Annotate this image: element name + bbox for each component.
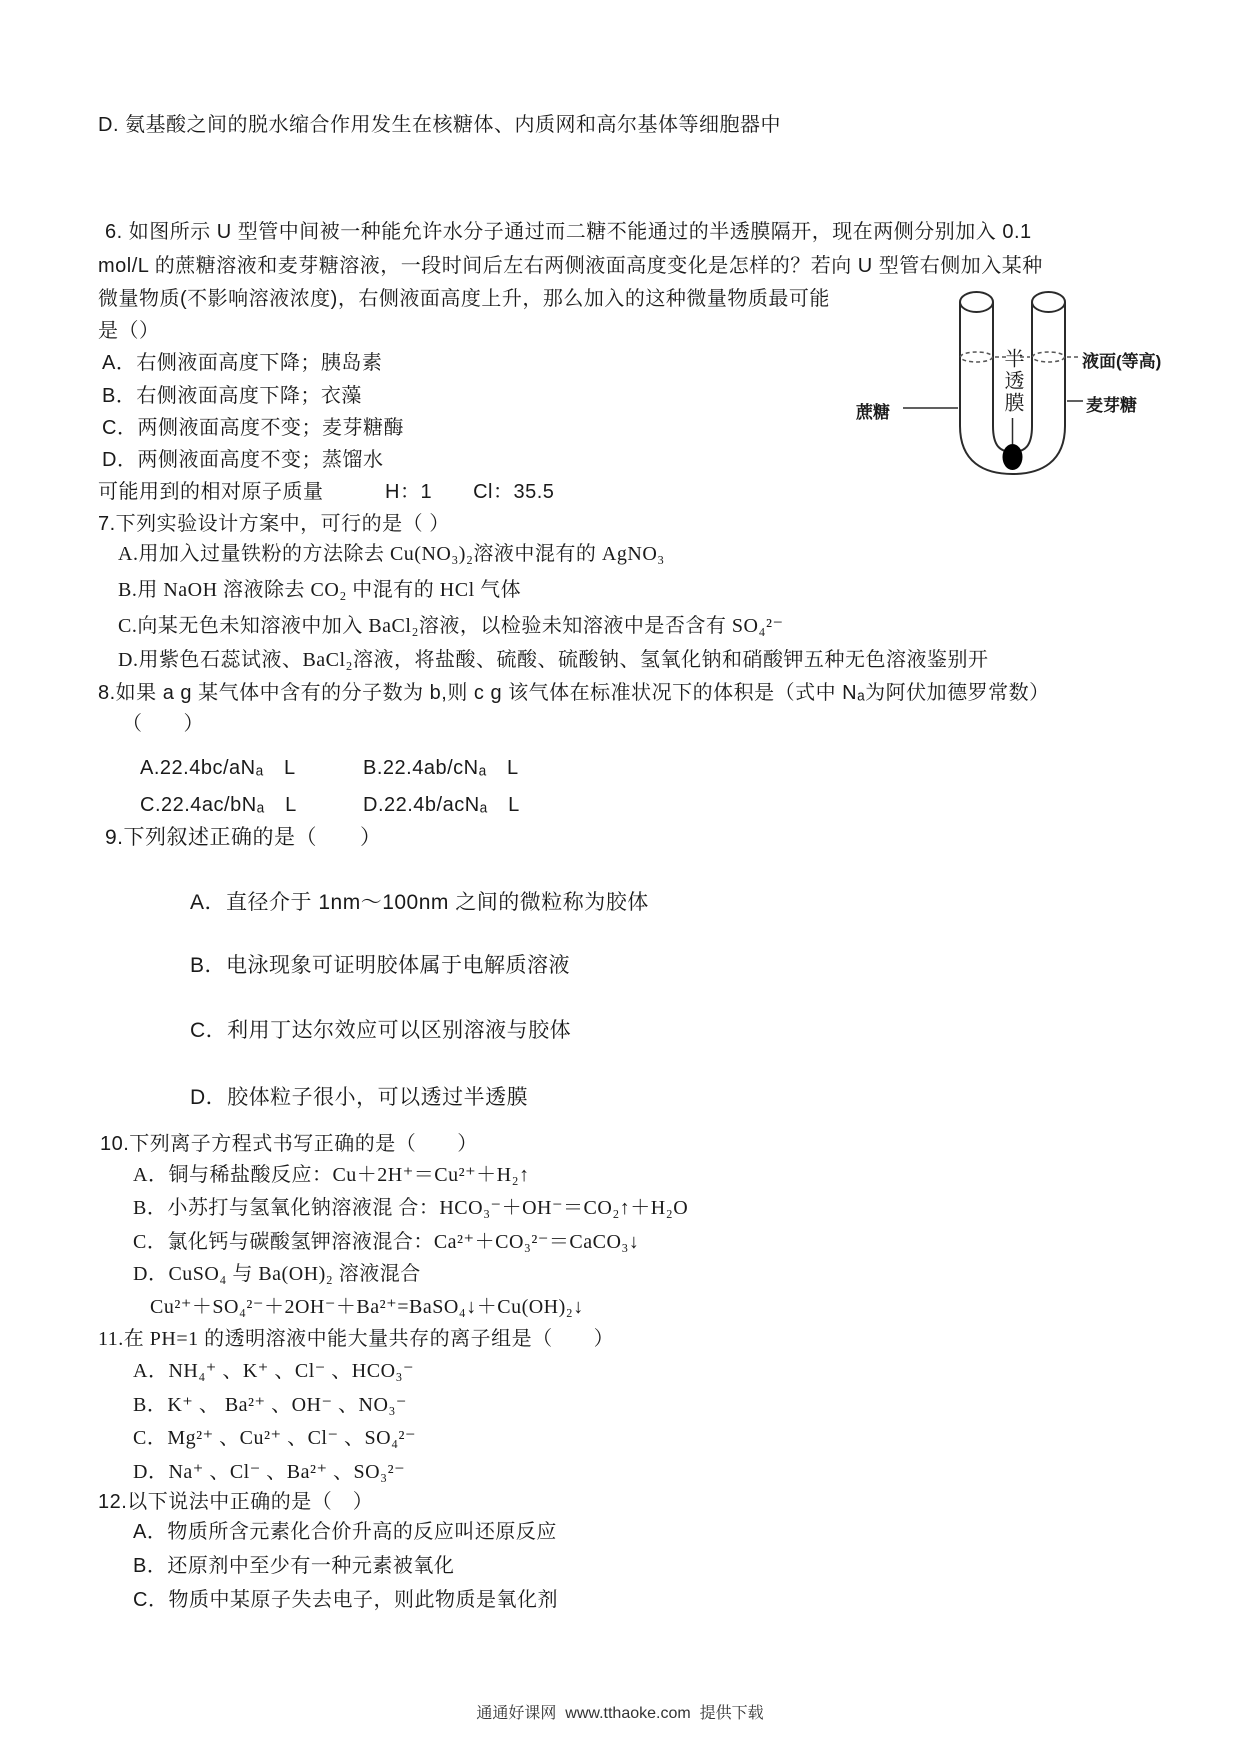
right-liquid-level: [1033, 352, 1065, 362]
question-10-option-d: D．CuSO₄ 与 Ba(OH)₂ 溶液混合: [133, 1263, 421, 1285]
question-7-option-b: B.用 NaOH 溶液除去 CO₂ 中混有的 HCl 气体: [118, 579, 522, 601]
question-10-option-c: C．氯化钙与碳酸氢钾溶液混合：Ca²⁺＋CO₃²⁻＝CaCO₃↓: [133, 1231, 640, 1253]
question-8-title-line-1: 8.如果 a g 某气体中含有的分子数为 b,则 c g 该气体在标准状况下的体积是（式中 Nₐ为阿伏加德罗常数）: [98, 682, 1050, 704]
question-11-title: 11.在 PH=1 的透明溶液中能大量共存的离子组是（ ）: [98, 1328, 615, 1350]
question-6-text-line-4: 是（）: [98, 320, 160, 342]
question-12-option-a: A．物质所含元素化合价升高的反应叫还原反应: [133, 1521, 557, 1543]
question-6-option-d: D．两侧液面高度不变；蒸馏水: [102, 449, 384, 471]
question-7-option-d: D.用紫色石蕊试液、BaCl₂溶液，将盐酸、硫酸、硫酸钠、氢氧化钠和硝酸钾五种无色溶液鉴别开: [118, 649, 989, 671]
question-11-option-c: C．Mg²⁺ 、Cu²⁺ 、Cl⁻ 、SO₄²⁻: [133, 1427, 417, 1449]
question-6-option-b: B．右侧液面高度下降；衣藻: [102, 385, 362, 407]
membrane-label: 半透膜: [1001, 348, 1023, 414]
question-9-option-b: B．电泳现象可证明胶体属于电解质溶液: [190, 954, 571, 977]
question-10-option-a: A．铜与稀盐酸反应：Cu＋2H⁺＝Cu²⁺＋H₂↑: [133, 1164, 530, 1186]
question-6-option-c: C．两侧液面高度不变；麦芽糖酶: [102, 417, 404, 439]
question-6-option-a: A．右侧液面高度下降；胰岛素: [102, 352, 383, 374]
question-6-text-line-2: mol/L 的蔗糖溶液和麦芽糖溶液，一段时间后左右两侧液面高度变化是怎样的？若向 U 型管右侧加入某种: [98, 255, 1043, 277]
question-5-option-d: D. 氨基酸之间的脱水缩合作用发生在核糖体、内质网和高尔基体等细胞器中: [98, 114, 782, 136]
question-8-option-b: B.22.4ab/cNₐ L: [363, 757, 519, 779]
question-11-option-d: D．Na⁺ 、Cl⁻ 、Ba²⁺ 、SO₃²⁻: [133, 1461, 406, 1483]
question-8-title-line-2: （ ）: [122, 713, 204, 735]
left-liquid-level: [961, 352, 993, 362]
question-12-option-b: B．还原剂中至少有一种元素被氧化: [133, 1555, 455, 1577]
question-8-option-d: D.22.4b/acNₐ L: [363, 794, 520, 816]
question-9-option-c: C．利用丁达尔效应可以区别溶液与胶体: [190, 1019, 572, 1042]
membrane-dot: [1003, 444, 1023, 470]
question-8-option-c: C.22.4ac/bNₐ L: [140, 794, 297, 816]
question-10-option-b: B．小苏打与氢氧化钠溶液混 合：HCO₃⁻＋OH⁻＝CO₂↑＋H₂O: [133, 1197, 689, 1219]
right-tube-opening: [1032, 292, 1065, 312]
sucrose-label: 蔗糖: [856, 403, 890, 422]
question-12-title: 12.以下说法中正确的是（ ）: [98, 1491, 374, 1513]
question-7-title: 7.下列实验设计方案中，可行的是（ ）: [98, 513, 450, 535]
question-11-option-a: A．NH₄⁺ 、K⁺ 、Cl⁻ 、HCO₃⁻: [133, 1360, 415, 1382]
question-7-option-c: C.向某无色未知溶液中加入 BaCl₂溶液，以检验未知溶液中是否含有 SO₄²⁻: [118, 615, 784, 637]
footer-download-credit: 通通好课网 www.tthaoke.com 提供下载: [476, 1705, 764, 1722]
question-9-option-a: A．直径介于 1nm～100nm 之间的微粒称为胶体: [190, 891, 649, 914]
atomic-mass-note: 可能用到的相对原子质量 H：1 Cl：35.5: [98, 481, 555, 503]
question-12-option-c: C．物质中某原子失去电子，则此物质是氧化剂: [133, 1589, 558, 1611]
question-6-text-line-1: 6. 如图所示 U 型管中间被一种能允许水分子通过而二糖不能通过的半透膜隔开，现在两侧分别加入 0.1: [105, 221, 1032, 243]
maltose-label: 麦芽糖: [1086, 396, 1137, 415]
left-tube-opening: [960, 292, 993, 312]
question-8-option-a: A.22.4bc/aNₐ L: [140, 757, 296, 779]
question-10-title: 10.下列离子方程式书写正确的是（ ）: [100, 1133, 478, 1155]
question-11-option-b: B．K⁺ 、 Ba²⁺ 、OH⁻ 、NO₃⁻: [133, 1394, 407, 1416]
question-9-title: 9.下列叙述正确的是（ ）: [105, 826, 382, 849]
question-7-option-a: A.用加入过量铁粉的方法除去 Cu(NO₃)₂溶液中混有的 AgNO₃: [118, 543, 665, 565]
question-6-text-line-3: 微量物质(不影响溶液浓度)，右侧液面高度上升，那么加入的这种微量物质最可能: [98, 288, 830, 310]
question-10-option-d-equation: Cu²⁺＋SO₄²⁻＋2OH⁻＋Ba²⁺=BaSO₄↓＋Cu(OH)₂↓: [150, 1296, 584, 1318]
liquid-level-label: 液面(等高): [1082, 352, 1162, 371]
question-9-option-d: D．胶体粒子很小，可以透过半透膜: [190, 1086, 529, 1109]
